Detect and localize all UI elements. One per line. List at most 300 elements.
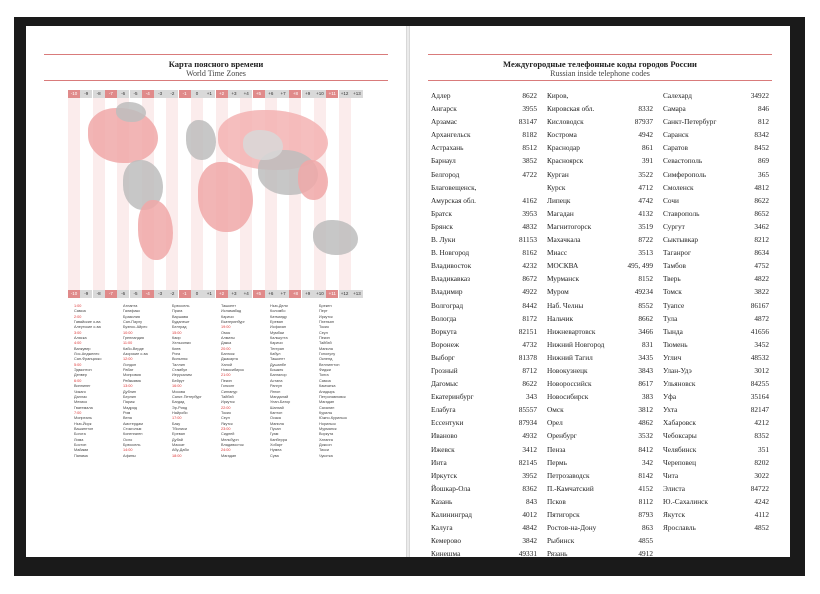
city-name: Челябинск — [663, 444, 697, 454]
city-entry: Мельбурн — [221, 437, 239, 442]
code-row — [663, 495, 769, 508]
code-row — [663, 194, 769, 207]
zone-label-bottom: 0 — [191, 290, 203, 298]
city-name: Благовещенск, — [431, 182, 477, 192]
code-row — [663, 338, 769, 351]
code-row — [547, 338, 653, 351]
code-row — [663, 351, 769, 364]
city-code: 8622 — [754, 195, 769, 205]
city-entry: Шанхай — [270, 405, 284, 410]
code-row — [663, 469, 769, 482]
city-code: 3812 — [638, 405, 653, 415]
city-entry: Монровия — [123, 373, 141, 378]
city-name: Якутск — [663, 510, 686, 519]
city-name: Тюмень — [663, 339, 688, 349]
city-code: 81153 — [519, 235, 537, 245]
city-entry: 19:00 — [221, 325, 231, 330]
code-row — [431, 246, 537, 259]
city-code: 4242 — [754, 496, 769, 506]
city-entry: Екатеринбург — [221, 320, 245, 325]
codes-column — [431, 89, 537, 557]
city-entry: 6:00 — [74, 378, 82, 383]
city-name: Ростов-на-Дону — [547, 523, 597, 533]
city-name: Братск — [431, 208, 452, 218]
city-name: Владивосток — [431, 261, 472, 271]
code-row — [547, 115, 653, 128]
city-code: 8212 — [754, 235, 769, 245]
city-name: МОСКВА — [547, 261, 579, 271]
city-name: Волгоград — [431, 300, 464, 310]
city-entry: Пекин — [221, 378, 232, 383]
city-name: Смоленск — [663, 182, 694, 192]
city-code: 343 — [526, 392, 537, 402]
city-entry: Бангкок — [221, 352, 235, 357]
code-row — [663, 482, 769, 495]
zone-label-top: +6 — [265, 90, 277, 98]
header-rule — [44, 80, 388, 81]
zone-label-top: +5 — [253, 90, 265, 98]
city-code: 846 — [758, 104, 769, 114]
city-entry: Пхеньян — [319, 320, 334, 325]
city-entry: Вильнюс — [172, 357, 188, 362]
code-row — [547, 181, 653, 194]
zone-label-bottom: +3 — [228, 290, 240, 298]
code-row — [547, 220, 653, 233]
zone-label-top: -4 — [142, 90, 154, 98]
city-code: 3822 — [754, 287, 769, 297]
city-entry: Тикси — [319, 448, 329, 453]
code-row — [547, 469, 653, 482]
code-row — [547, 482, 653, 495]
city-entry: Сан-Франциско — [74, 357, 102, 362]
code-row — [663, 416, 769, 429]
city-name: П.-Камчатский — [547, 483, 594, 493]
city-entry: Гренландия — [123, 336, 144, 341]
city-name: Нижний Новгород — [547, 339, 605, 349]
city-entry: Ереван — [172, 432, 185, 437]
city-name: Уфа — [663, 392, 677, 402]
time-zone-band — [351, 90, 363, 298]
zone-label-top: +12 — [339, 90, 351, 98]
city-code: 4012 — [522, 510, 537, 519]
city-entry: Хельсинки — [172, 341, 191, 346]
city-entry: Берлин — [123, 394, 137, 399]
header-rule — [428, 54, 772, 55]
city-entry: Канберра — [270, 437, 287, 442]
continent-shape — [186, 120, 216, 160]
city-code: 82151 — [518, 326, 537, 336]
code-row — [663, 429, 769, 442]
city-code: 3952 — [522, 470, 537, 480]
zone-label-bottom: -7 — [105, 290, 117, 298]
city-entry: Рабат — [123, 368, 134, 373]
city-entry: Чикаго — [74, 389, 86, 394]
code-row — [547, 495, 653, 508]
city-entry: Иерусалим — [172, 373, 192, 378]
city-name: Нижневартовск — [547, 326, 596, 336]
city-code: 3012 — [754, 365, 769, 375]
city-entry: Рига — [172, 352, 181, 357]
city-name: Тамбов — [663, 261, 686, 271]
city-entry: Санкт-Петербург — [172, 394, 202, 399]
code-row — [547, 102, 653, 115]
city-entry: Париж — [123, 400, 135, 405]
city-name: Махачкала — [547, 235, 581, 245]
code-row — [663, 325, 769, 338]
city-entry: 3:00 — [74, 330, 82, 335]
city-name: Иркутск — [431, 470, 458, 480]
city-entry: Самоа — [319, 378, 331, 383]
city-entry: Брюссель — [172, 304, 190, 308]
city-code: 8442 — [522, 300, 537, 310]
code-row — [431, 416, 537, 429]
city-column — [172, 304, 222, 459]
code-row — [663, 102, 769, 115]
city-entry: Лос-Анджелес — [74, 352, 100, 357]
city-entry: 16:00 — [172, 384, 182, 389]
zone-label-bottom: +6 — [265, 290, 277, 298]
zone-label-bottom: +1 — [203, 290, 215, 298]
world-time-zone-map — [68, 90, 364, 298]
code-row — [547, 246, 653, 259]
city-entry: Диксон — [319, 442, 332, 447]
city-entry: 23:00 — [221, 426, 231, 431]
city-entry: Денвер — [74, 373, 87, 378]
city-code: 843 — [526, 496, 537, 506]
city-name: Выборг — [431, 352, 455, 362]
city-entry: Бостон — [74, 442, 87, 447]
code-row — [663, 181, 769, 194]
code-row — [431, 443, 537, 456]
city-code: 4855 — [638, 536, 653, 546]
code-row — [431, 115, 537, 128]
city-entry: Багдад — [172, 400, 185, 405]
city-name: Пятигорск — [547, 510, 580, 519]
zone-label-top: +2 — [216, 90, 228, 98]
city-code: 8722 — [638, 235, 653, 245]
city-code: 4722 — [522, 169, 537, 179]
city-entry: Манила — [319, 346, 333, 351]
city-name: Мурманск — [547, 274, 579, 284]
code-row — [431, 168, 537, 181]
city-name: Тверь — [663, 274, 681, 284]
city-name: Вологда — [431, 313, 457, 323]
city-entry: Ташкент — [270, 357, 285, 362]
city-code: 8512 — [522, 143, 537, 153]
code-row — [547, 416, 653, 429]
city-entry: Курилы — [319, 410, 333, 415]
city-name: Сыктывкар — [663, 235, 699, 245]
city-name: Астрахань — [431, 143, 464, 153]
code-row — [547, 534, 653, 547]
city-entry: 22:00 — [221, 405, 231, 410]
city-entry: Бейрут — [172, 378, 185, 383]
city-entry: Калькутта — [270, 336, 288, 341]
city-name: Рыбинск — [547, 536, 575, 546]
zone-label-bottom: +4 — [240, 290, 252, 298]
city-code: 83147 — [518, 117, 537, 127]
city-code: 8412 — [638, 444, 653, 454]
codes-column — [663, 89, 769, 534]
city-name: Ю.-Сахалинск — [663, 496, 708, 506]
city-code: 863 — [642, 523, 653, 533]
city-entry: Южно-Курильск — [319, 416, 347, 421]
code-row — [547, 429, 653, 442]
city-entry: Кабо-Верде — [123, 346, 144, 351]
city-code: 81378 — [518, 352, 537, 362]
code-row — [547, 377, 653, 390]
city-code: 3452 — [754, 339, 769, 349]
code-row — [663, 141, 769, 154]
city-code: 8162 — [522, 248, 537, 258]
city-code: 8672 — [522, 274, 537, 284]
city-code: 3852 — [522, 156, 537, 166]
zone-label-top: -5 — [130, 90, 142, 98]
city-entry: Омск — [221, 330, 231, 335]
city-code: 8652 — [754, 208, 769, 218]
city-name: Екатеринбург — [431, 392, 474, 402]
city-name: Туапсе — [663, 300, 685, 310]
city-name: Арзамас — [431, 117, 458, 127]
city-entry: 11:00 — [123, 341, 133, 346]
city-name: Томск — [663, 287, 682, 297]
city-name: Красноярск — [547, 156, 584, 166]
code-row — [431, 351, 537, 364]
city-entry: Бишкек — [270, 368, 284, 373]
city-entry: Ванкувер — [74, 346, 91, 351]
city-code: 8452 — [754, 143, 769, 153]
city-name: Иваново — [431, 431, 458, 441]
city-code: 342 — [642, 457, 653, 467]
city-entry: Джакарта — [221, 357, 238, 362]
page-subtitle: Russian inside telephone codes — [550, 69, 650, 78]
city-name: Владикавказ — [431, 274, 471, 284]
zone-label-bottom: -2 — [166, 290, 178, 298]
city-code: 4232 — [522, 261, 537, 271]
code-row — [431, 495, 537, 508]
code-row — [663, 220, 769, 233]
city-entry: Осака — [270, 416, 281, 421]
code-row — [431, 534, 537, 547]
city-entry: Нью-Йорк — [74, 421, 92, 426]
city-code: 869 — [758, 156, 769, 166]
zone-label-top: -8 — [93, 90, 105, 98]
city-code: 8362 — [522, 483, 537, 493]
continent-shape — [313, 220, 358, 255]
city-entry: 15:00 — [172, 330, 182, 335]
city-entry: Хатанга — [319, 437, 333, 442]
zone-label-top: +9 — [302, 90, 314, 98]
city-entry: Рейкьявик — [123, 378, 142, 383]
city-name: Ессентуки — [431, 418, 464, 428]
city-name: Севастополь — [663, 156, 703, 166]
city-entry: Воркута — [319, 432, 334, 437]
city-entry: Карачи — [270, 341, 283, 346]
city-name: Салехард — [663, 91, 693, 100]
city-name: Архангельск — [431, 130, 471, 140]
city-entry: Токио — [221, 410, 232, 415]
city-entry: 7:00 — [74, 410, 82, 415]
city-entry: Дублин — [123, 389, 137, 394]
code-row — [663, 377, 769, 390]
city-entry: Тонга — [319, 373, 329, 378]
code-row — [431, 547, 537, 557]
city-code: 495, 499 — [627, 261, 653, 271]
city-code: 8332 — [638, 104, 653, 114]
zone-label-bottom: +7 — [277, 290, 289, 298]
code-row — [547, 299, 653, 312]
city-code: 351 — [758, 444, 769, 454]
left-page — [26, 26, 406, 557]
code-row — [431, 259, 537, 272]
city-name: Новороссийск — [547, 379, 592, 389]
code-row — [431, 194, 537, 207]
zone-label-bottom: -9 — [80, 290, 92, 298]
city-name: Хабаровск — [663, 418, 696, 428]
city-code: 8352 — [754, 431, 769, 441]
code-row — [431, 233, 537, 246]
city-name: Ижевск — [431, 444, 455, 454]
zone-label-top: -10 — [68, 90, 80, 98]
city-name: Грозный — [431, 365, 458, 375]
city-name: Новосибирск — [547, 392, 589, 402]
city-entry: Брюссель — [123, 442, 141, 447]
city-entry: Гуам — [270, 432, 279, 437]
code-row — [547, 364, 653, 377]
city-entry: Богота — [74, 432, 86, 437]
zone-label-bottom: -5 — [130, 290, 142, 298]
city-entry: Эдмонтон — [74, 368, 92, 373]
header-rule — [44, 54, 388, 55]
city-name: Нижний Тагил — [547, 352, 593, 362]
city-code: 87934 — [518, 418, 537, 428]
code-row — [431, 456, 537, 469]
code-row — [431, 181, 537, 194]
city-code: 8172 — [522, 313, 537, 323]
code-row — [547, 443, 653, 456]
city-code: 49234 — [634, 287, 653, 297]
continent-shape — [116, 102, 146, 122]
city-code: 4812 — [754, 182, 769, 192]
city-entry: Лима — [74, 437, 84, 442]
city-name: Ставрополь — [663, 208, 700, 218]
city-name: Элиста — [663, 483, 686, 493]
continent-shape — [243, 130, 283, 160]
city-code: 3953 — [522, 208, 537, 218]
city-entry: Катманду — [270, 314, 287, 319]
city-code: 86167 — [750, 300, 769, 310]
code-row — [431, 429, 537, 442]
city-entry: Нумеа — [270, 448, 282, 453]
zone-label-bottom: +2 — [216, 290, 228, 298]
city-code: 4112 — [754, 510, 769, 519]
city-entry: 1:00 — [74, 304, 82, 308]
city-code: 84255 — [750, 379, 769, 389]
city-entry: Сидней — [221, 432, 235, 437]
code-row — [547, 141, 653, 154]
city-entry: Сан-Паулу — [123, 320, 142, 325]
code-row — [431, 338, 537, 351]
city-entry: Дубай — [172, 437, 183, 442]
city-name: Ульяновск — [663, 379, 696, 389]
city-code: 4912 — [638, 549, 653, 557]
continent-shape — [298, 160, 328, 200]
city-entry: Самоа — [74, 309, 86, 314]
code-row — [431, 377, 537, 390]
city-name: Саранск — [663, 130, 689, 140]
city-entry: Душанбе — [270, 362, 287, 367]
city-entry: Норильск — [319, 421, 336, 426]
city-code: 3435 — [638, 352, 653, 362]
code-row — [547, 508, 653, 521]
city-code: 8342 — [754, 130, 769, 140]
city-code: 82145 — [518, 457, 537, 467]
zone-label-bottom: +5 — [253, 290, 265, 298]
city-column — [270, 304, 320, 459]
zone-label-bottom: +11 — [326, 290, 338, 298]
city-entry: Стамбул — [172, 368, 188, 373]
zone-label-top: +11 — [326, 90, 338, 98]
city-code: 365 — [758, 169, 769, 179]
city-entry: Мехико — [74, 400, 88, 405]
city-entry: Владивосток — [221, 442, 244, 447]
city-entry: Веллингтон — [319, 362, 340, 367]
city-entry: Анадырь — [319, 389, 335, 394]
city-entry: 21:00 — [221, 373, 231, 378]
city-code: 84722 — [750, 483, 769, 493]
city-code: 35164 — [750, 392, 769, 402]
header-rule — [428, 80, 772, 81]
city-name: Кострома — [547, 130, 577, 140]
city-entry: Камчатка — [319, 384, 336, 389]
city-code: 3519 — [638, 221, 653, 231]
code-row — [547, 128, 653, 141]
time-zone-band — [68, 90, 80, 298]
city-entry: Астана — [270, 378, 283, 383]
city-name: Владимир — [431, 287, 463, 297]
city-name: Дагомыс — [431, 379, 459, 389]
code-row — [663, 285, 769, 298]
city-entry: Будапешт — [172, 320, 190, 325]
code-row — [431, 102, 537, 115]
city-code: 48532 — [750, 352, 769, 362]
code-row — [547, 456, 653, 469]
city-name: Кировская обл. — [547, 104, 595, 114]
city-entry: Мумбаи — [270, 330, 284, 335]
city-column — [123, 304, 173, 459]
zone-label-top: -1 — [179, 90, 191, 98]
city-entry: Атланта — [123, 304, 138, 308]
city-code: 8712 — [522, 365, 537, 375]
city-entry: Эр-Рияд — [172, 405, 188, 410]
code-row — [431, 325, 537, 338]
city-code: 4752 — [754, 261, 769, 271]
city-name: Брянск — [431, 221, 453, 231]
zone-label-top: -2 — [166, 90, 178, 98]
city-entry: Иркутск — [319, 314, 333, 319]
code-row — [431, 469, 537, 482]
city-code: 3532 — [638, 431, 653, 441]
code-row — [547, 312, 653, 325]
city-name: Калининград — [431, 510, 472, 519]
city-entry: Лондон — [123, 362, 137, 367]
city-entry: Таллин — [172, 362, 185, 367]
city-entry: Сингапур — [221, 389, 238, 394]
city-entry: Рим — [123, 410, 131, 415]
code-row — [663, 89, 769, 102]
city-entry: Янгон — [270, 389, 281, 394]
zone-label-bottom: -1 — [179, 290, 191, 298]
